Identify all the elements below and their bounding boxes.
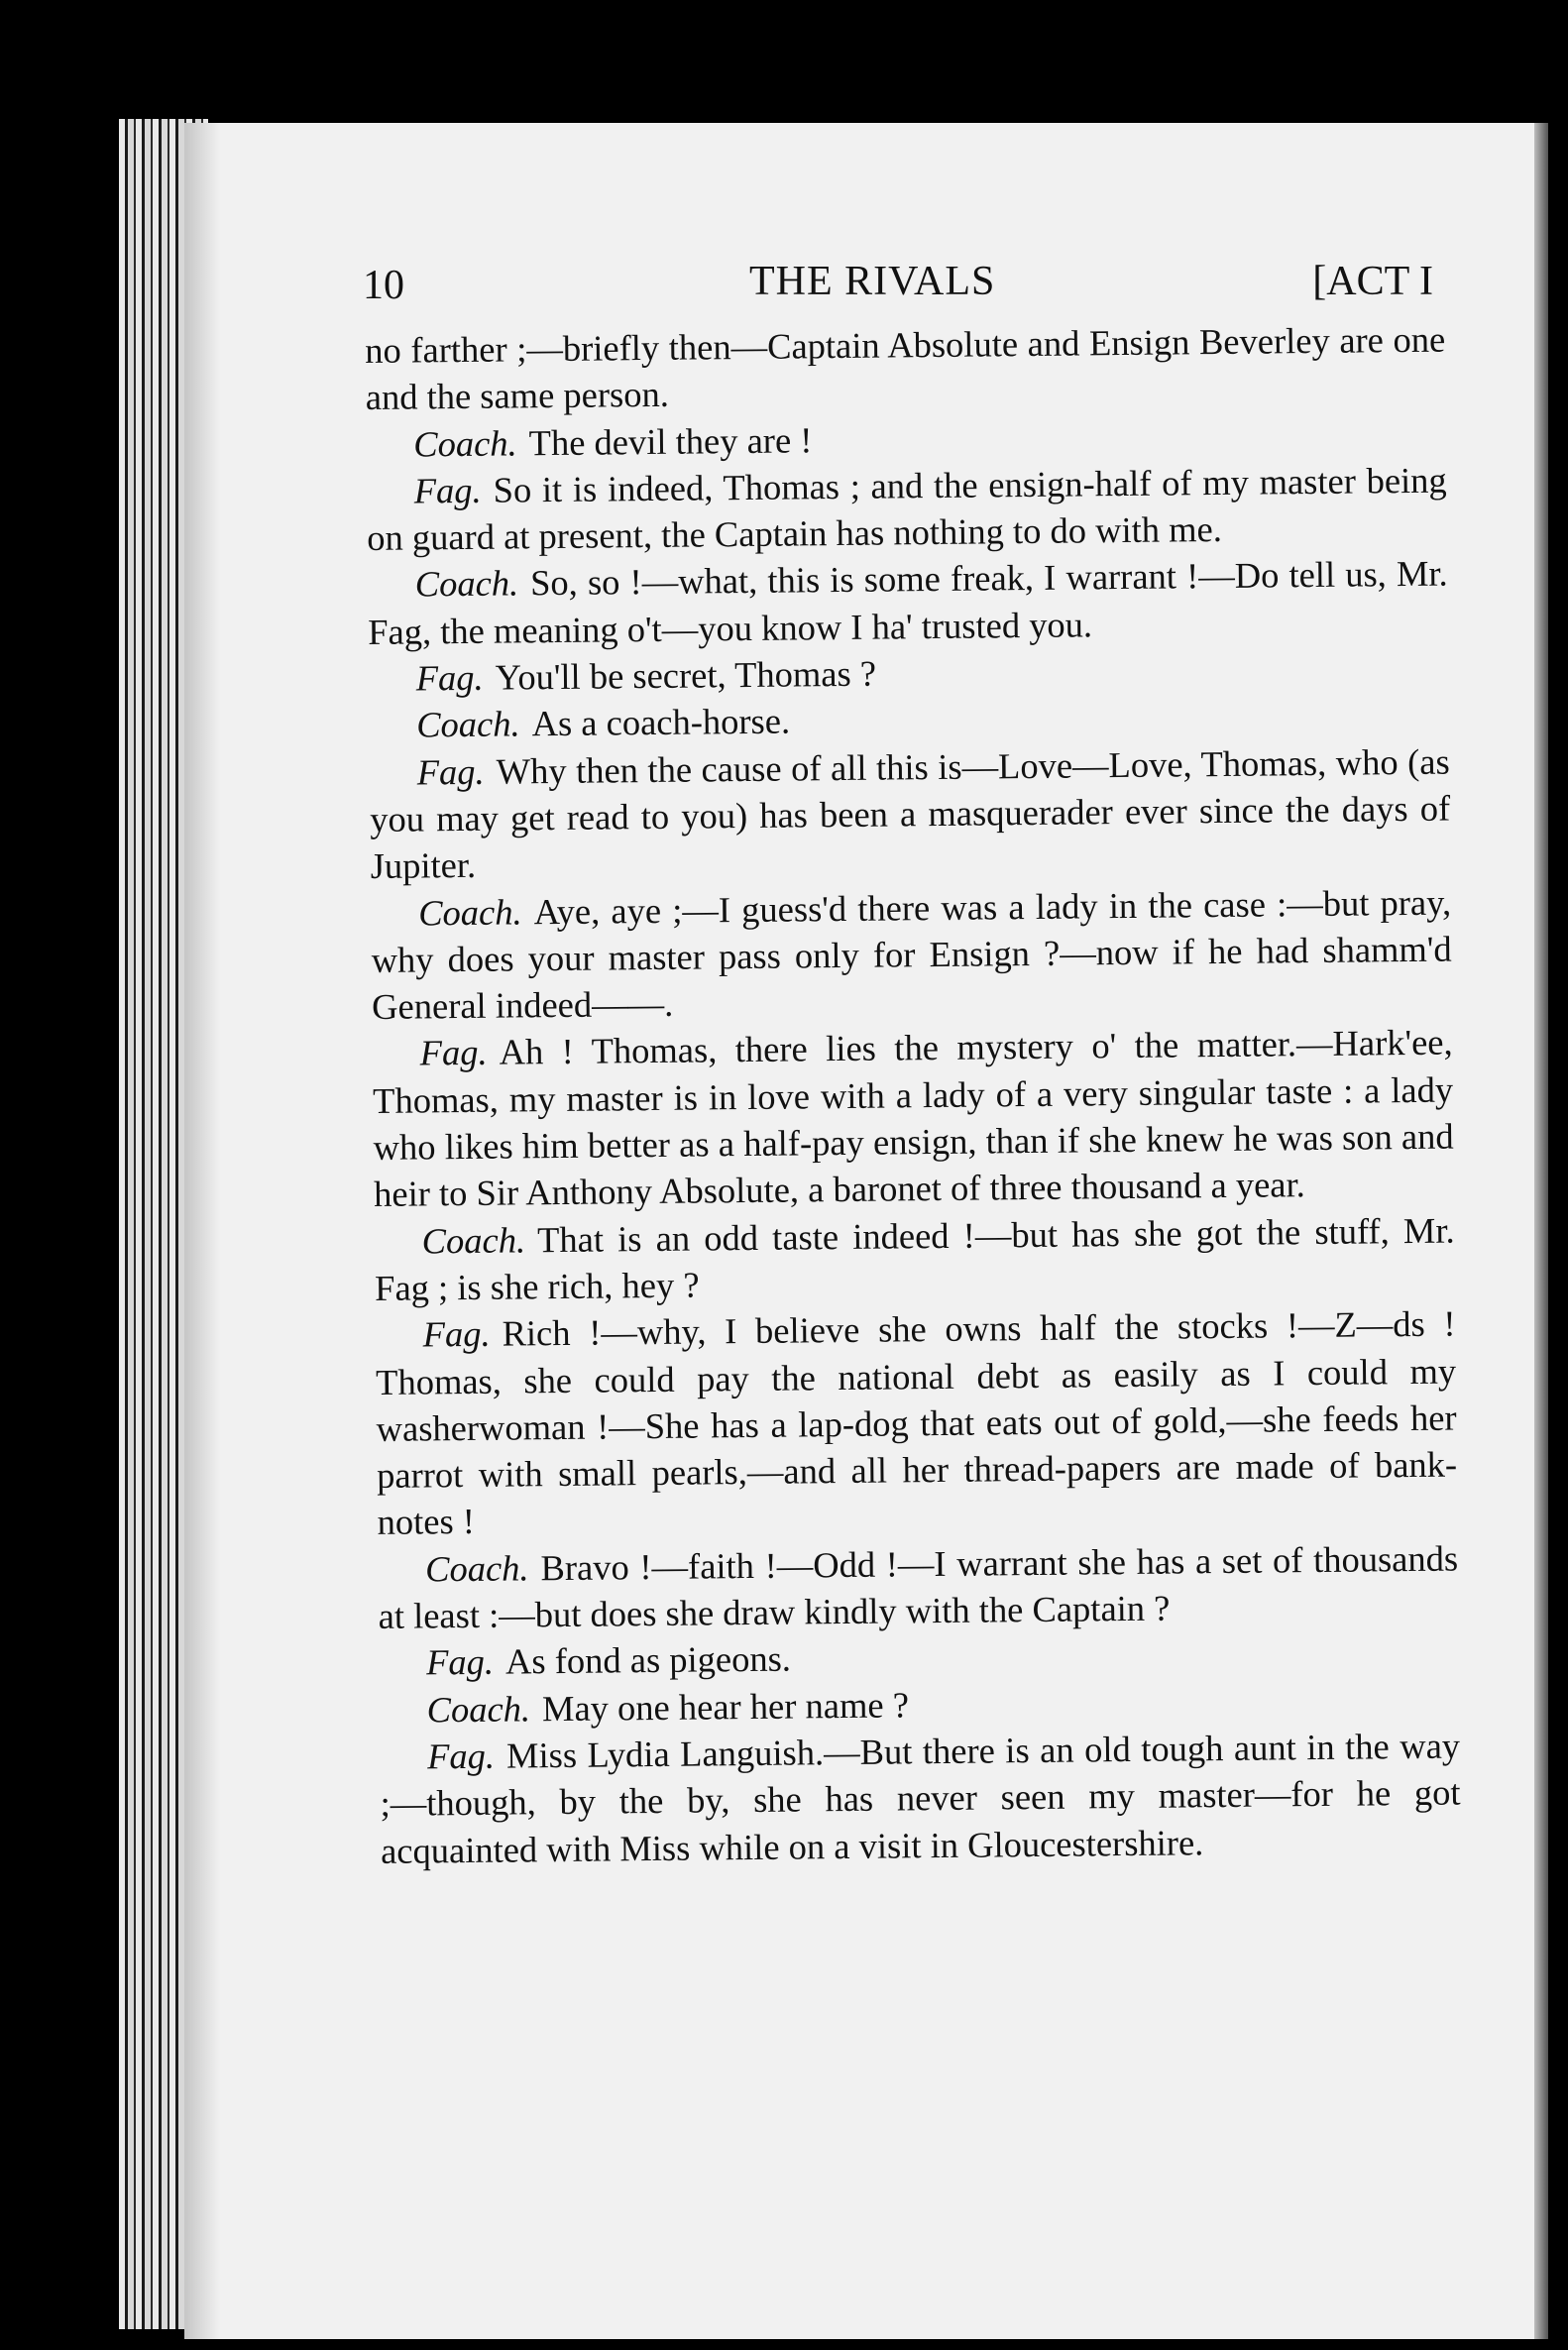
dialogue-paragraph (365, 316, 1446, 421)
dialogue-text: The devil they are ! (528, 418, 813, 463)
dialogue-text: Why then the cause of all this is—Love—Love, Thomas, who (as you may get read to you) has been a masquerader ever since the days of Jupiter. (369, 740, 1451, 887)
dialogue-text: Aye, aye ;—I guess'd there was a lady in the case :—but pray, why does your master pass only for Ensign ?—now if he had shamm'd General indeed——. (371, 881, 1452, 1028)
dialogue-paragraph (372, 1019, 1454, 1218)
dialogue-text: As fond as pigeons. (504, 1637, 792, 1682)
dialogue-text: You'll be secret, Thomas ? (495, 652, 877, 698)
dialogue-paragraph (369, 737, 1450, 889)
page-gutter-shadow (184, 123, 220, 2339)
speaker-name: Coach. (421, 1218, 526, 1262)
speaker-name: Fag. (426, 1735, 496, 1777)
play-text (365, 316, 1461, 1874)
dialogue-text: Bravo !—faith !—Odd !—I warrant she has a set of thousands at least :—but does she draw kindly with the Captain ? (378, 1537, 1459, 1636)
speaker-name: Coach. (426, 1687, 531, 1731)
speaker-name: Fag. (425, 1641, 495, 1683)
dialogue-paragraph (367, 550, 1448, 655)
speaker-name: Fag. (416, 750, 485, 793)
speaker-name: Fag. (413, 469, 482, 511)
dialogue-paragraph (371, 878, 1452, 1030)
dialogue-paragraph (375, 1300, 1457, 1546)
dialogue-text: no farther ;—briefly then—Captain Absolute and Ensign Beverley are one and the same person. (365, 318, 1446, 418)
dialogue-text: May one hear her name ? (541, 1683, 910, 1729)
speaker-name: Fag. (419, 1032, 488, 1073)
speaker-name: Coach. (413, 421, 517, 465)
dialogue-text: Rich !—why, I believe she owns half the stocks !—Z—ds ! Thomas, she could pay the national debt as easily as I could my washerwoman !—She has a lap-dog that eats out of gold,—she feeds her parrot with small pearls,—and all her thread-papers are made of bank-notes ! (375, 1302, 1458, 1543)
dialogue-text: That is an odd taste indeed !—but has she got the stuff, Mr. Fag ; is she rich, hey ? (374, 1209, 1455, 1308)
running-title: THE RIVALS (749, 259, 996, 304)
dialogue-text: Miss Lydia Languish.—But there is an old tough aunt in the way ;—though, by the by, she has never seen my master—for he got acquainted with Miss while on a visit in Gloucestershire. (380, 1725, 1461, 1871)
dialogue-text: Ah ! Thomas, there lies the mystery o' the matter.—Hark'ee, Thomas, my master is in love with a lady of a very singular taste : a lady who likes him better as a half-pay ensign, than if she knew he was son and heir to Sir Anthony Absolute, a baronet of three thousand a year. (372, 1021, 1454, 1215)
page-number: 10 (363, 263, 404, 308)
dialogue-paragraph (378, 1534, 1459, 1639)
speaker-name: Coach. (415, 703, 520, 745)
dialogue-paragraph (374, 1206, 1455, 1311)
dialogue-text: So it is indeed, Thomas ; and the ensign-half of my master being on guard at present, the Captain has nothing to do with me. (367, 459, 1447, 559)
speaker-name: Fag. (415, 656, 484, 699)
dialogue-text: So, so !—what, this is some freak, I warrant !—Do tell us, Mr. Fag, the meaning o't—you know I ha' trusted you. (368, 553, 1448, 652)
dialogue-text: As a coach-horse. (531, 700, 791, 744)
speaker-name: Coach. (414, 562, 519, 605)
act-label: [ACT I (1312, 259, 1433, 304)
speaker-name: Coach. (424, 1547, 529, 1590)
running-header (363, 254, 1433, 323)
dialogue-paragraph (380, 1722, 1461, 1873)
speaker-name: Fag. (422, 1312, 491, 1355)
page-right-edge (1534, 123, 1548, 2339)
speaker-name: Coach. (417, 890, 522, 934)
dialogue-paragraph (366, 456, 1447, 561)
